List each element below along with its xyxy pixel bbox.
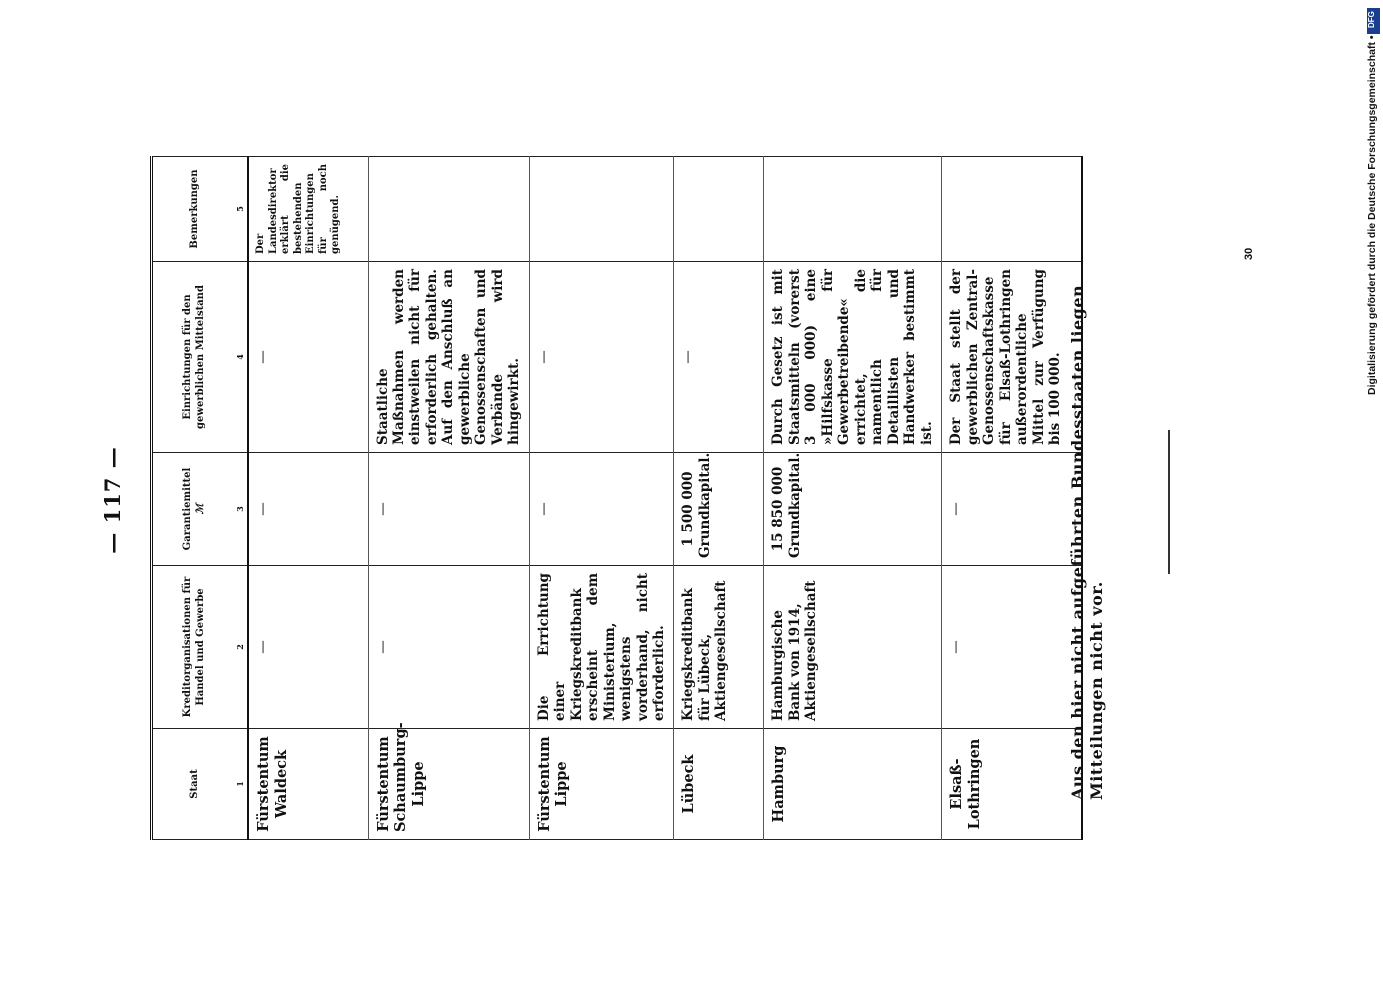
column-number: 1 <box>235 729 248 840</box>
cell-bemerkungen <box>368 157 529 262</box>
digitization-note: Digitalisierung gefördert durch die Deutsche Forschungsgemeinschaft • <box>1366 35 1378 395</box>
cell-einrichtungen: Der Staat stellt der gewerblichen Zentral-Genossenschaftskasse für Elsaß-Lothringen außerordentliche Mittel zur Verfügung bis 100 000. <box>942 262 1082 453</box>
page-number: — 117 — <box>100 446 125 554</box>
table-row <box>368 157 529 840</box>
cell-staat: Elsaß-Lothringen <box>942 729 1082 840</box>
data-table <box>150 156 1083 840</box>
cell-bemerkungen <box>674 157 764 262</box>
column-number: 4 <box>235 262 248 453</box>
cell-bemerkungen <box>529 157 674 262</box>
cell-kredit: Die Errichtung einer Kriegskreditbank erscheint dem Ministerium, wenigstens vorderhand, nicht erforderlich. <box>529 566 674 729</box>
cell-staat: Fürstentum Lippe <box>529 729 674 840</box>
cell-kredit: Kriegskreditbank für Lübeck, Aktiengesellschaft <box>674 566 764 729</box>
table-row <box>764 157 942 840</box>
column-number: 5 <box>235 157 248 262</box>
cell-einrichtungen: Durch Gesetz ist mit Staatsmitteln (vorerst 3 000 000) eine »Hilfskasse für Gewerbetreibende« errichtet, die namentlich für Detaillisten und Handwerker bestimmt ist. <box>764 262 942 453</box>
table-row <box>248 157 368 840</box>
cell-garant: — <box>948 502 965 516</box>
cell-bemerkungen <box>942 157 1082 262</box>
header-garantiemittel-label: Garantiemittel <box>182 467 193 551</box>
cell-kredit: — <box>948 640 965 654</box>
cell-garant: — <box>535 502 552 516</box>
header-garantiemittel <box>152 453 236 566</box>
closing-rule <box>1168 430 1170 574</box>
cell-staat: Hamburg <box>764 729 942 840</box>
cell-einrichtungen: — <box>680 350 697 364</box>
cell-staat: Fürstentum Waldeck <box>248 729 368 840</box>
cell-einrichtungen: Staatliche Maßnahmen werden einstweilen nicht für erforderlich gehalten. Auf den Anschluß an gewerbliche Genossenschaften und Verbände wird hingewirkt. <box>368 262 529 453</box>
cell-garant: — <box>374 502 391 516</box>
dfg-logo <box>1367 8 1380 34</box>
dfg-logo-text: DFG <box>1367 11 1376 28</box>
cell-bemerkungen: Der Landesdirektor erklärt die bestehenden Einrichtungen für noch genügend. <box>248 157 368 262</box>
column-number: 2 <box>235 566 248 729</box>
header-bemerkungen: Bemerkungen <box>152 157 236 262</box>
column-number-row <box>235 157 248 840</box>
cell-kredit: — <box>255 640 271 654</box>
rotated-page-content <box>100 160 1110 840</box>
cell-einrichtungen: — <box>255 350 271 364</box>
cell-garant: 1 500 000 Grundkapital. <box>674 453 764 566</box>
table-row <box>674 157 764 840</box>
table-header-row <box>152 157 236 840</box>
header-staat: Staat <box>152 729 236 840</box>
cell-kredit: Hamburgische Bank von 1914, Aktiengesellschaft <box>764 566 942 729</box>
header-kreditorganisationen: Kreditorganisationen für Handel und Gewerbe <box>152 566 236 729</box>
footnote: Aus den hier nicht aufgeführten Bundesstaaten liegen Mitteilungen nicht vor. <box>1068 284 1106 800</box>
cell-staat: Lübeck <box>674 729 764 840</box>
cell-garant: 15 850 000 Grundkapital. <box>764 453 942 566</box>
cell-bemerkungen <box>764 157 942 262</box>
table-row <box>942 157 1082 840</box>
sheet-number: 30 <box>1243 247 1255 260</box>
table-row <box>529 157 674 840</box>
header-einrichtungen: Einrichtungen für den gewerblichen Mittelstand <box>152 262 236 453</box>
header-garantiemittel-unit: ℳ <box>195 503 206 515</box>
column-number: 3 <box>235 453 248 566</box>
cell-kredit: — <box>374 640 391 654</box>
cell-garant: — <box>255 502 271 516</box>
cell-einrichtungen: — <box>535 350 552 364</box>
cell-staat: Fürstentum Schaumburg-Lippe <box>368 729 529 840</box>
